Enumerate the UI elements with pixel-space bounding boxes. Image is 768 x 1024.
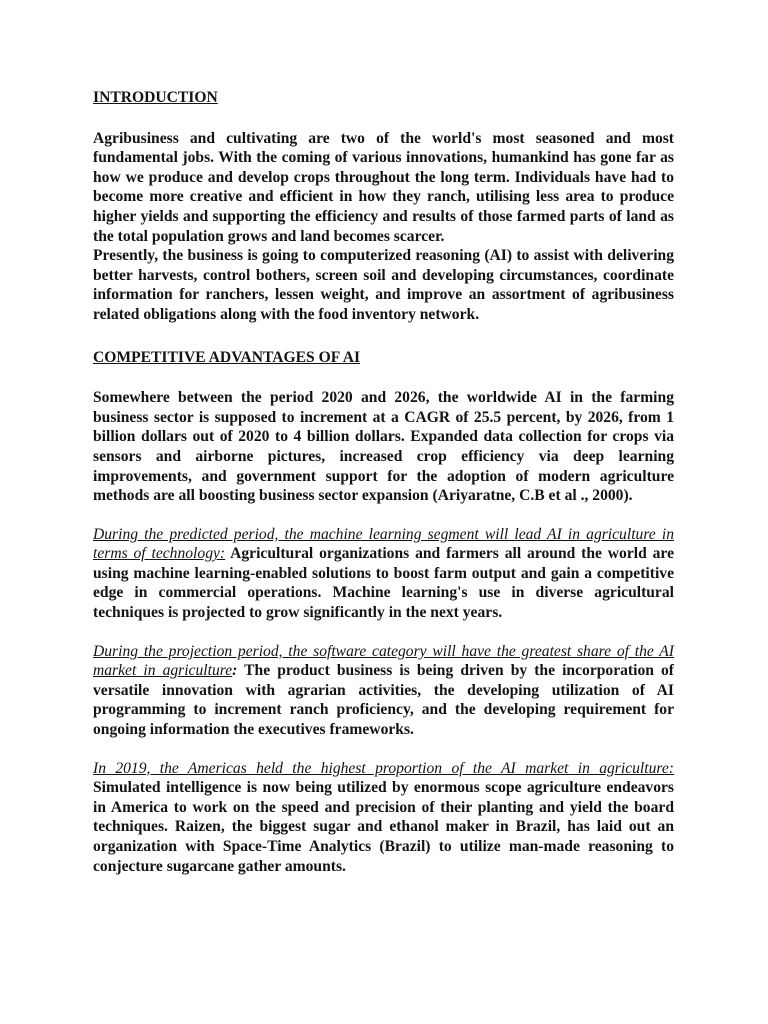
document-page (93, 84, 674, 876)
intro-paragraph-1: Agribusiness and cultivating are two of the world's most seasoned and most fundamental jobs. With the coming of various innovations, humankind has gone far as how we produce and develop crops throughout the long term. Individuals have had to become more creative and efficient in how they ranch, utilising less area to produce higher yields and supporting the efficiency and results of those farmed parts of land as the total population grows and land becomes scarcer. (93, 129, 674, 245)
point-lead-machine-learning: During the predicted period, the machine learning segment will lead AI in agriculture in terms of technology: (93, 525, 674, 563)
spacer (93, 325, 674, 344)
point-paragraph-software (93, 642, 674, 740)
point-body-software: The product business is being driven by the incorporation of versatile innovation with agrarian activities, the developing utilization of AI programming to increment ranch proficiency, and the developing requirement for ongoing information the executives frameworks. (93, 662, 674, 739)
spacer (93, 108, 674, 129)
point-paragraph-machine-learning (93, 525, 674, 623)
point-paragraph-americas (93, 759, 674, 877)
point-lead-americas: In 2019, the Americas held the highest proportion of the AI market in agriculture: (93, 759, 674, 777)
section-heading-introduction: INTRODUCTION (93, 89, 218, 106)
point-separator-software: : (232, 662, 238, 680)
spacer (93, 623, 674, 642)
section-heading-competitive-advantages: COMPETITIVE ADVANTAGES OF AI (93, 348, 361, 366)
point-lead-software: During the projection period, the software category will have the greatest share of the AI market in agriculture (93, 642, 674, 680)
spacer (93, 506, 674, 525)
advantages-intro-paragraph: Somewhere between the period 2020 and 2026, the worldwide AI in the farming business sector is supposed to increment at a CAGR of 25.5 percent, by 2026, from 1 billion dollars out of 2020 to 4 billion dollars. Expanded data collection for crops via sensors and airborne pictures, increased crop efficiency via deep learning improvements, and government support for the adoption of modern agriculture methods are all boosting business sector expansion (Ariyaratne, C.B et al ., 2000). (93, 389, 674, 505)
spacer (93, 367, 674, 388)
point-body-machine-learning: Agricultural organizations and farmers all around the world are using machine learning-enabled solutions to boost farm output and gain a competitive edge in commercial operations. Machine learning's use in diverse agricultural techniques is projected to grow significantly in the next years. (93, 545, 674, 622)
spacer (93, 740, 674, 759)
intro-paragraph-2: Presently, the business is going to computerized reasoning (AI) to assist with delivering better harvests, control bothers, screen soil and developing circumstances, coordinate information for ranchers, lessen weight, and improve an assortment of agribusiness related obligations along with the food inventory network. (93, 247, 674, 323)
point-body-americas: Simulated intelligence is now being utilized by enormous scope agriculture endeavors in America to work on the speed and precision of their planting and yield the board techniques. Raizen, the biggest sugar and ethanol maker in Brazil, has laid out an organization with Space-Time Analytics (Brazil) to utilize man-made reasoning to conjecture sugarcane gather amounts. (93, 779, 674, 875)
